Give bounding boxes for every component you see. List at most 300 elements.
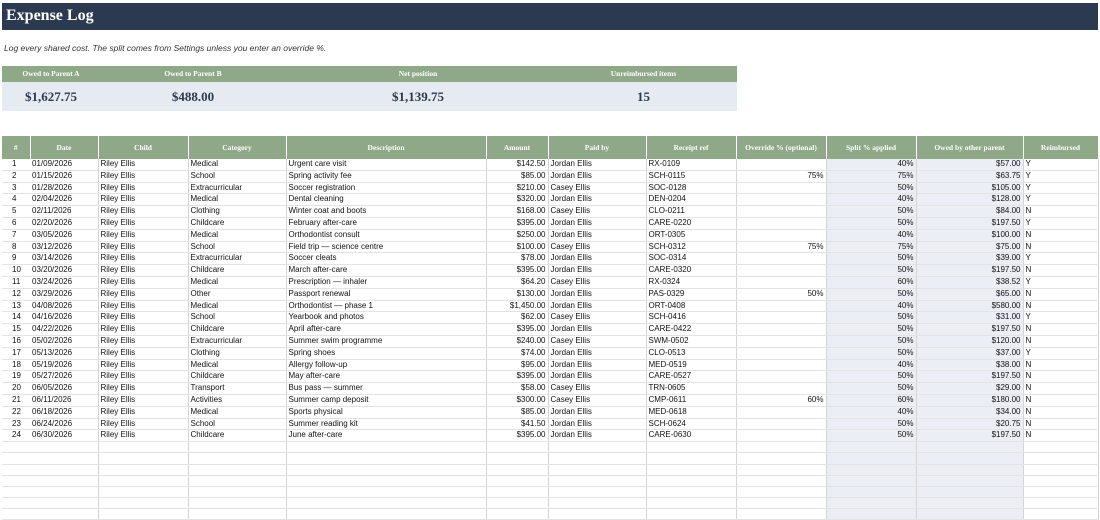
col-index-cell[interactable]: 1 [2, 159, 30, 170]
col-split-applied-cell[interactable]: 40% [826, 359, 916, 371]
col-override-cell[interactable] [736, 159, 826, 170]
empty-cell[interactable] [646, 442, 736, 453]
col-paid-by-cell[interactable]: Casey Ellis [548, 335, 646, 347]
col-paid-by-cell[interactable]: Casey Ellis [548, 182, 646, 194]
col-owed-other-cell[interactable]: $38.52 [916, 276, 1023, 288]
col-receipt-ref-cell[interactable]: SOC-0314 [646, 253, 736, 265]
col-index-cell[interactable]: 10 [2, 265, 30, 277]
empty-cell[interactable] [2, 475, 30, 486]
col-index-cell[interactable]: 22 [2, 406, 30, 418]
empty-cell[interactable] [286, 442, 486, 453]
col-owed-other-cell[interactable]: $34.00 [916, 406, 1023, 418]
col-split-applied-cell[interactable]: 50% [826, 347, 916, 359]
col-category-cell[interactable]: Childcare [188, 371, 286, 383]
empty-cell[interactable] [646, 464, 736, 475]
empty-cell[interactable] [736, 509, 826, 520]
col-category-cell[interactable]: Childcare [188, 430, 286, 442]
col-amount-header[interactable]: Amount [486, 136, 548, 159]
col-category-cell[interactable]: Clothing [188, 206, 286, 218]
col-owed-other-cell[interactable]: $128.00 [916, 194, 1023, 206]
empty-row[interactable] [2, 486, 1098, 497]
col-child-cell[interactable]: Riley Ellis [98, 312, 188, 324]
table-row[interactable] [2, 194, 1098, 206]
col-paid-by-cell[interactable]: Jordan Ellis [548, 288, 646, 300]
col-index-cell[interactable]: 16 [2, 335, 30, 347]
empty-cell[interactable] [826, 464, 916, 475]
col-reimbursed-header[interactable]: Reimbursed [1023, 136, 1098, 159]
col-reimbursed-cell[interactable]: Y [1023, 347, 1098, 359]
col-override-cell[interactable] [736, 206, 826, 218]
empty-cell[interactable] [916, 442, 1023, 453]
col-receipt-ref-cell[interactable]: ORT-0305 [646, 229, 736, 241]
empty-cell[interactable] [486, 475, 548, 486]
empty-cell[interactable] [736, 475, 826, 486]
col-amount-cell[interactable]: $210.00 [486, 182, 548, 194]
col-child-cell[interactable]: Riley Ellis [98, 359, 188, 371]
col-amount-cell[interactable]: $300.00 [486, 394, 548, 406]
empty-cell[interactable] [646, 453, 736, 464]
col-amount-cell[interactable]: $240.00 [486, 335, 548, 347]
col-paid-by-cell[interactable]: Jordan Ellis [548, 418, 646, 430]
col-description-cell[interactable]: Yearbook and photos [286, 312, 486, 324]
col-index-cell[interactable]: 17 [2, 347, 30, 359]
empty-cell[interactable] [736, 442, 826, 453]
empty-cell[interactable] [188, 464, 286, 475]
col-receipt-ref-cell[interactable]: ORT-0408 [646, 300, 736, 312]
col-date-cell[interactable]: 02/11/2026 [30, 206, 98, 218]
empty-cell[interactable] [98, 453, 188, 464]
col-date-cell[interactable]: 03/12/2026 [30, 241, 98, 253]
col-receipt-ref-cell[interactable]: PAS-0329 [646, 288, 736, 300]
empty-cell[interactable] [188, 509, 286, 520]
table-row[interactable] [2, 371, 1098, 383]
col-description-cell[interactable]: Passport renewal [286, 288, 486, 300]
empty-cell[interactable] [2, 442, 30, 453]
col-owed-other-cell[interactable]: $75.00 [916, 241, 1023, 253]
empty-cell[interactable] [916, 464, 1023, 475]
col-description-cell[interactable]: Urgent care visit [286, 159, 486, 170]
col-reimbursed-cell[interactable]: N [1023, 335, 1098, 347]
col-split-applied-cell[interactable]: 40% [826, 194, 916, 206]
table-row[interactable] [2, 383, 1098, 395]
col-override-cell[interactable]: 50% [736, 288, 826, 300]
col-split-applied-cell[interactable]: 60% [826, 394, 916, 406]
col-split-applied-header[interactable]: Split % applied [826, 136, 916, 159]
col-owed-other-cell[interactable]: $580.00 [916, 300, 1023, 312]
col-paid-by-cell[interactable]: Jordan Ellis [548, 194, 646, 206]
col-index-cell[interactable]: 19 [2, 371, 30, 383]
empty-cell[interactable] [98, 464, 188, 475]
col-category-cell[interactable]: Medical [188, 276, 286, 288]
empty-cell[interactable] [188, 442, 286, 453]
col-receipt-ref-cell[interactable]: CARE-0220 [646, 217, 736, 229]
col-receipt-ref-cell[interactable]: CLO-0513 [646, 347, 736, 359]
col-paid-by-cell[interactable]: Casey Ellis [548, 276, 646, 288]
col-index-cell[interactable]: 3 [2, 182, 30, 194]
empty-row[interactable] [2, 498, 1098, 509]
col-index-cell[interactable]: 6 [2, 217, 30, 229]
empty-cell[interactable] [486, 509, 548, 520]
col-amount-cell[interactable]: $62.00 [486, 312, 548, 324]
col-split-applied-cell[interactable]: 50% [826, 383, 916, 395]
empty-cell[interactable] [826, 498, 916, 509]
col-amount-cell[interactable]: $74.00 [486, 347, 548, 359]
col-date-cell[interactable]: 05/13/2026 [30, 347, 98, 359]
empty-cell[interactable] [30, 486, 98, 497]
col-date-cell[interactable]: 01/09/2026 [30, 159, 98, 170]
col-override-cell[interactable] [736, 265, 826, 277]
empty-cell[interactable] [1023, 486, 1098, 497]
col-category-cell[interactable]: School [188, 170, 286, 182]
empty-cell[interactable] [286, 498, 486, 509]
col-child-cell[interactable]: Riley Ellis [98, 276, 188, 288]
col-date-cell[interactable]: 05/02/2026 [30, 335, 98, 347]
empty-cell[interactable] [736, 486, 826, 497]
col-category-cell[interactable]: Childcare [188, 217, 286, 229]
col-paid-by-cell[interactable]: Jordan Ellis [548, 170, 646, 182]
col-date-cell[interactable]: 06/11/2026 [30, 394, 98, 406]
col-date-cell[interactable]: 03/14/2026 [30, 253, 98, 265]
col-amount-cell[interactable]: $58.00 [486, 383, 548, 395]
col-category-cell[interactable]: Clothing [188, 347, 286, 359]
col-override-cell[interactable] [736, 300, 826, 312]
empty-cell[interactable] [548, 475, 646, 486]
col-override-cell[interactable] [736, 253, 826, 265]
empty-cell[interactable] [646, 509, 736, 520]
empty-cell[interactable] [736, 453, 826, 464]
col-category-cell[interactable]: Childcare [188, 324, 286, 336]
col-date-cell[interactable]: 06/24/2026 [30, 418, 98, 430]
col-paid-by-cell[interactable]: Casey Ellis [548, 394, 646, 406]
col-amount-cell[interactable]: $395.00 [486, 371, 548, 383]
empty-cell[interactable] [1023, 509, 1098, 520]
empty-cell[interactable] [1023, 475, 1098, 486]
col-date-cell[interactable]: 06/18/2026 [30, 406, 98, 418]
col-paid-by-cell[interactable]: Casey Ellis [548, 383, 646, 395]
col-child-cell[interactable]: Riley Ellis [98, 288, 188, 300]
col-date-cell[interactable]: 01/15/2026 [30, 170, 98, 182]
empty-cell[interactable] [30, 464, 98, 475]
col-child-cell[interactable]: Riley Ellis [98, 182, 188, 194]
col-override-cell[interactable]: 75% [736, 170, 826, 182]
col-paid-by-cell[interactable]: Jordan Ellis [548, 300, 646, 312]
col-owed-other-cell[interactable]: $197.50 [916, 324, 1023, 336]
col-date-cell[interactable]: 05/27/2026 [30, 371, 98, 383]
col-description-cell[interactable]: Orthodontist consult [286, 229, 486, 241]
col-category-cell[interactable]: Other [188, 288, 286, 300]
col-child-cell[interactable]: Riley Ellis [98, 371, 188, 383]
col-description-cell[interactable]: Summer camp deposit [286, 394, 486, 406]
col-owed-other-cell[interactable]: $180.00 [916, 394, 1023, 406]
col-reimbursed-cell[interactable]: N [1023, 265, 1098, 277]
table-row[interactable] [2, 406, 1098, 418]
col-reimbursed-cell[interactable]: Y [1023, 182, 1098, 194]
col-child-cell[interactable]: Riley Ellis [98, 430, 188, 442]
col-child-cell[interactable]: Riley Ellis [98, 324, 188, 336]
col-paid-by-cell[interactable]: Casey Ellis [548, 312, 646, 324]
col-reimbursed-cell[interactable]: Y [1023, 159, 1098, 170]
col-category-cell[interactable]: Medical [188, 229, 286, 241]
col-index-header[interactable]: # [2, 136, 30, 159]
empty-row[interactable] [2, 453, 1098, 464]
col-category-cell[interactable]: Medical [188, 300, 286, 312]
col-description-header[interactable]: Description [286, 136, 486, 159]
empty-row[interactable] [2, 509, 1098, 520]
col-child-cell[interactable]: Riley Ellis [98, 159, 188, 170]
col-override-cell[interactable] [736, 418, 826, 430]
empty-cell[interactable] [30, 498, 98, 509]
col-split-applied-cell[interactable]: 50% [826, 324, 916, 336]
col-child-cell[interactable]: Riley Ellis [98, 265, 188, 277]
empty-row[interactable] [2, 442, 1098, 453]
empty-cell[interactable] [736, 498, 826, 509]
col-amount-cell[interactable]: $168.00 [486, 206, 548, 218]
col-index-cell[interactable]: 21 [2, 394, 30, 406]
table-row[interactable] [2, 347, 1098, 359]
empty-cell[interactable] [826, 453, 916, 464]
col-reimbursed-cell[interactable]: N [1023, 324, 1098, 336]
col-category-cell[interactable]: Extracurricular [188, 335, 286, 347]
col-amount-cell[interactable]: $250.00 [486, 229, 548, 241]
col-amount-cell[interactable]: $395.00 [486, 217, 548, 229]
col-index-cell[interactable]: 5 [2, 206, 30, 218]
empty-row[interactable] [2, 475, 1098, 486]
empty-cell[interactable] [286, 509, 486, 520]
empty-cell[interactable] [286, 464, 486, 475]
col-date-cell[interactable]: 06/05/2026 [30, 383, 98, 395]
col-split-applied-cell[interactable]: 50% [826, 418, 916, 430]
kpi-value-net-position[interactable]: $1,139.75 [392, 89, 444, 104]
col-child-cell[interactable]: Riley Ellis [98, 170, 188, 182]
empty-cell[interactable] [916, 453, 1023, 464]
col-override-cell[interactable] [736, 182, 826, 194]
col-override-cell[interactable] [736, 383, 826, 395]
col-amount-cell[interactable]: $320.00 [486, 194, 548, 206]
col-split-applied-cell[interactable]: 50% [826, 265, 916, 277]
col-reimbursed-cell[interactable]: N [1023, 406, 1098, 418]
col-child-cell[interactable]: Riley Ellis [98, 383, 188, 395]
col-override-header[interactable]: Override % (optional) [736, 136, 826, 159]
col-index-cell[interactable]: 11 [2, 276, 30, 288]
col-child-cell[interactable]: Riley Ellis [98, 241, 188, 253]
col-child-cell[interactable]: Riley Ellis [98, 194, 188, 206]
col-override-cell[interactable] [736, 406, 826, 418]
col-split-applied-cell[interactable]: 50% [826, 253, 916, 265]
empty-cell[interactable] [826, 475, 916, 486]
col-date-cell[interactable]: 05/19/2026 [30, 359, 98, 371]
empty-cell[interactable] [646, 475, 736, 486]
col-owed-other-cell[interactable]: $29.00 [916, 383, 1023, 395]
col-owed-other-cell[interactable]: $63.75 [916, 170, 1023, 182]
col-owed-other-cell[interactable]: $57.00 [916, 159, 1023, 170]
col-amount-cell[interactable]: $130.00 [486, 288, 548, 300]
empty-cell[interactable] [646, 486, 736, 497]
table-row[interactable] [2, 229, 1098, 241]
empty-cell[interactable] [486, 486, 548, 497]
col-split-applied-cell[interactable]: 40% [826, 159, 916, 170]
col-override-cell[interactable] [736, 359, 826, 371]
col-date-cell[interactable]: 03/29/2026 [30, 288, 98, 300]
empty-cell[interactable] [916, 509, 1023, 520]
empty-cell[interactable] [2, 509, 30, 520]
col-split-applied-cell[interactable]: 50% [826, 312, 916, 324]
col-category-cell[interactable]: Medical [188, 194, 286, 206]
col-reimbursed-cell[interactable]: Y [1023, 194, 1098, 206]
empty-cell[interactable] [1023, 442, 1098, 453]
col-override-cell[interactable] [736, 430, 826, 442]
col-paid-by-cell[interactable]: Casey Ellis [548, 241, 646, 253]
col-reimbursed-cell[interactable]: N [1023, 288, 1098, 300]
table-row[interactable] [2, 300, 1098, 312]
kpi-value-unreimbursed[interactable]: 15 [637, 89, 650, 104]
col-paid-by-cell[interactable]: Jordan Ellis [548, 217, 646, 229]
col-paid-by-cell[interactable]: Jordan Ellis [548, 347, 646, 359]
col-index-cell[interactable]: 9 [2, 253, 30, 265]
empty-cell[interactable] [1023, 464, 1098, 475]
col-amount-cell[interactable]: $1,450.00 [486, 300, 548, 312]
empty-cell[interactable] [98, 442, 188, 453]
empty-cell[interactable] [2, 464, 30, 475]
col-reimbursed-cell[interactable]: Y [1023, 217, 1098, 229]
table-row[interactable] [2, 253, 1098, 265]
col-receipt-ref-cell[interactable]: SWM-0502 [646, 335, 736, 347]
col-child-cell[interactable]: Riley Ellis [98, 347, 188, 359]
col-receipt-ref-cell[interactable]: SCH-0312 [646, 241, 736, 253]
col-receipt-ref-cell[interactable]: MED-0519 [646, 359, 736, 371]
col-override-cell[interactable] [736, 371, 826, 383]
empty-cell[interactable] [188, 498, 286, 509]
col-split-applied-cell[interactable]: 50% [826, 288, 916, 300]
col-category-cell[interactable]: School [188, 241, 286, 253]
col-paid-by-cell[interactable]: Jordan Ellis [548, 406, 646, 418]
col-description-cell[interactable]: Soccer registration [286, 182, 486, 194]
col-paid-by-cell[interactable]: Jordan Ellis [548, 253, 646, 265]
col-category-cell[interactable]: Extracurricular [188, 253, 286, 265]
col-split-applied-cell[interactable]: 50% [826, 371, 916, 383]
col-override-cell[interactable] [736, 324, 826, 336]
col-child-cell[interactable]: Riley Ellis [98, 253, 188, 265]
empty-cell[interactable] [30, 442, 98, 453]
col-override-cell[interactable]: 75% [736, 241, 826, 253]
col-child-cell[interactable]: Riley Ellis [98, 394, 188, 406]
col-reimbursed-cell[interactable]: N [1023, 300, 1098, 312]
col-receipt-ref-cell[interactable]: CARE-0630 [646, 430, 736, 442]
empty-cell[interactable] [548, 498, 646, 509]
table-row[interactable] [2, 241, 1098, 253]
col-index-cell[interactable]: 2 [2, 170, 30, 182]
col-child-cell[interactable]: Riley Ellis [98, 206, 188, 218]
table-row[interactable] [2, 265, 1098, 277]
empty-cell[interactable] [826, 509, 916, 520]
empty-cell[interactable] [1023, 453, 1098, 464]
col-paid-by-cell[interactable]: Jordan Ellis [548, 265, 646, 277]
empty-cell[interactable] [548, 464, 646, 475]
col-split-applied-cell[interactable]: 75% [826, 170, 916, 182]
table-row[interactable] [2, 418, 1098, 430]
col-index-cell[interactable]: 24 [2, 430, 30, 442]
empty-cell[interactable] [30, 453, 98, 464]
empty-cell[interactable] [548, 486, 646, 497]
col-override-cell[interactable] [736, 217, 826, 229]
col-owed-other-cell[interactable]: $197.50 [916, 217, 1023, 229]
empty-cell[interactable] [2, 486, 30, 497]
col-split-applied-cell[interactable]: 50% [826, 182, 916, 194]
empty-cell[interactable] [826, 486, 916, 497]
col-receipt-ref-header[interactable]: Receipt ref [646, 136, 736, 159]
col-reimbursed-cell[interactable]: Y [1023, 312, 1098, 324]
empty-cell[interactable] [98, 486, 188, 497]
col-receipt-ref-cell[interactable]: RX-0324 [646, 276, 736, 288]
col-receipt-ref-cell[interactable]: SCH-0416 [646, 312, 736, 324]
col-paid-by-header[interactable]: Paid by [548, 136, 646, 159]
col-amount-cell[interactable]: $395.00 [486, 430, 548, 442]
table-row[interactable] [2, 159, 1098, 170]
col-receipt-ref-cell[interactable]: CMP-0611 [646, 394, 736, 406]
table-row[interactable] [2, 276, 1098, 288]
col-owed-other-cell[interactable]: $105.00 [916, 182, 1023, 194]
col-description-cell[interactable]: Winter coat and boots [286, 206, 486, 218]
col-paid-by-cell[interactable]: Jordan Ellis [548, 324, 646, 336]
col-owed-other-cell[interactable]: $38.00 [916, 359, 1023, 371]
empty-cell[interactable] [188, 453, 286, 464]
table-row[interactable] [2, 335, 1098, 347]
empty-cell[interactable] [286, 486, 486, 497]
col-receipt-ref-cell[interactable]: MED-0618 [646, 406, 736, 418]
empty-cell[interactable] [548, 453, 646, 464]
col-description-cell[interactable]: Spring activity fee [286, 170, 486, 182]
col-split-applied-cell[interactable]: 50% [826, 430, 916, 442]
col-index-cell[interactable]: 14 [2, 312, 30, 324]
col-reimbursed-cell[interactable]: N [1023, 371, 1098, 383]
col-amount-cell[interactable]: $41.50 [486, 418, 548, 430]
col-reimbursed-cell[interactable]: Y [1023, 170, 1098, 182]
col-paid-by-cell[interactable]: Jordan Ellis [548, 229, 646, 241]
empty-row[interactable] [2, 464, 1098, 475]
empty-cell[interactable] [486, 464, 548, 475]
col-override-cell[interactable] [736, 194, 826, 206]
table-row[interactable] [2, 359, 1098, 371]
col-receipt-ref-cell[interactable]: SOC-0128 [646, 182, 736, 194]
col-date-cell[interactable]: 02/04/2026 [30, 194, 98, 206]
col-description-cell[interactable]: Bus pass — summer [286, 383, 486, 395]
col-description-cell[interactable]: Dental cleaning [286, 194, 486, 206]
empty-cell[interactable] [188, 486, 286, 497]
col-receipt-ref-cell[interactable]: TRN-0605 [646, 383, 736, 395]
table-row[interactable] [2, 182, 1098, 194]
col-paid-by-cell[interactable]: Jordan Ellis [548, 159, 646, 170]
kpi-value-owed-parent-b[interactable]: $488.00 [171, 89, 215, 104]
empty-cell[interactable] [486, 453, 548, 464]
col-date-cell[interactable]: 04/22/2026 [30, 324, 98, 336]
col-owed-other-cell[interactable]: $84.00 [916, 206, 1023, 218]
col-amount-cell[interactable]: $95.00 [486, 359, 548, 371]
col-reimbursed-cell[interactable]: N [1023, 206, 1098, 218]
empty-cell[interactable] [188, 475, 286, 486]
col-category-cell[interactable]: Activities [188, 394, 286, 406]
col-paid-by-cell[interactable]: Jordan Ellis [548, 371, 646, 383]
col-split-applied-cell[interactable]: 40% [826, 406, 916, 418]
col-split-applied-cell[interactable]: 50% [826, 217, 916, 229]
col-reimbursed-cell[interactable]: N [1023, 383, 1098, 395]
table-row[interactable] [2, 394, 1098, 406]
col-receipt-ref-cell[interactable]: CARE-0527 [646, 371, 736, 383]
col-child-cell[interactable]: Riley Ellis [98, 217, 188, 229]
col-amount-cell[interactable]: $64.20 [486, 276, 548, 288]
col-reimbursed-cell[interactable]: N [1023, 418, 1098, 430]
col-category-cell[interactable]: School [188, 312, 286, 324]
col-date-cell[interactable]: 03/05/2026 [30, 229, 98, 241]
col-reimbursed-cell[interactable]: N [1023, 394, 1098, 406]
